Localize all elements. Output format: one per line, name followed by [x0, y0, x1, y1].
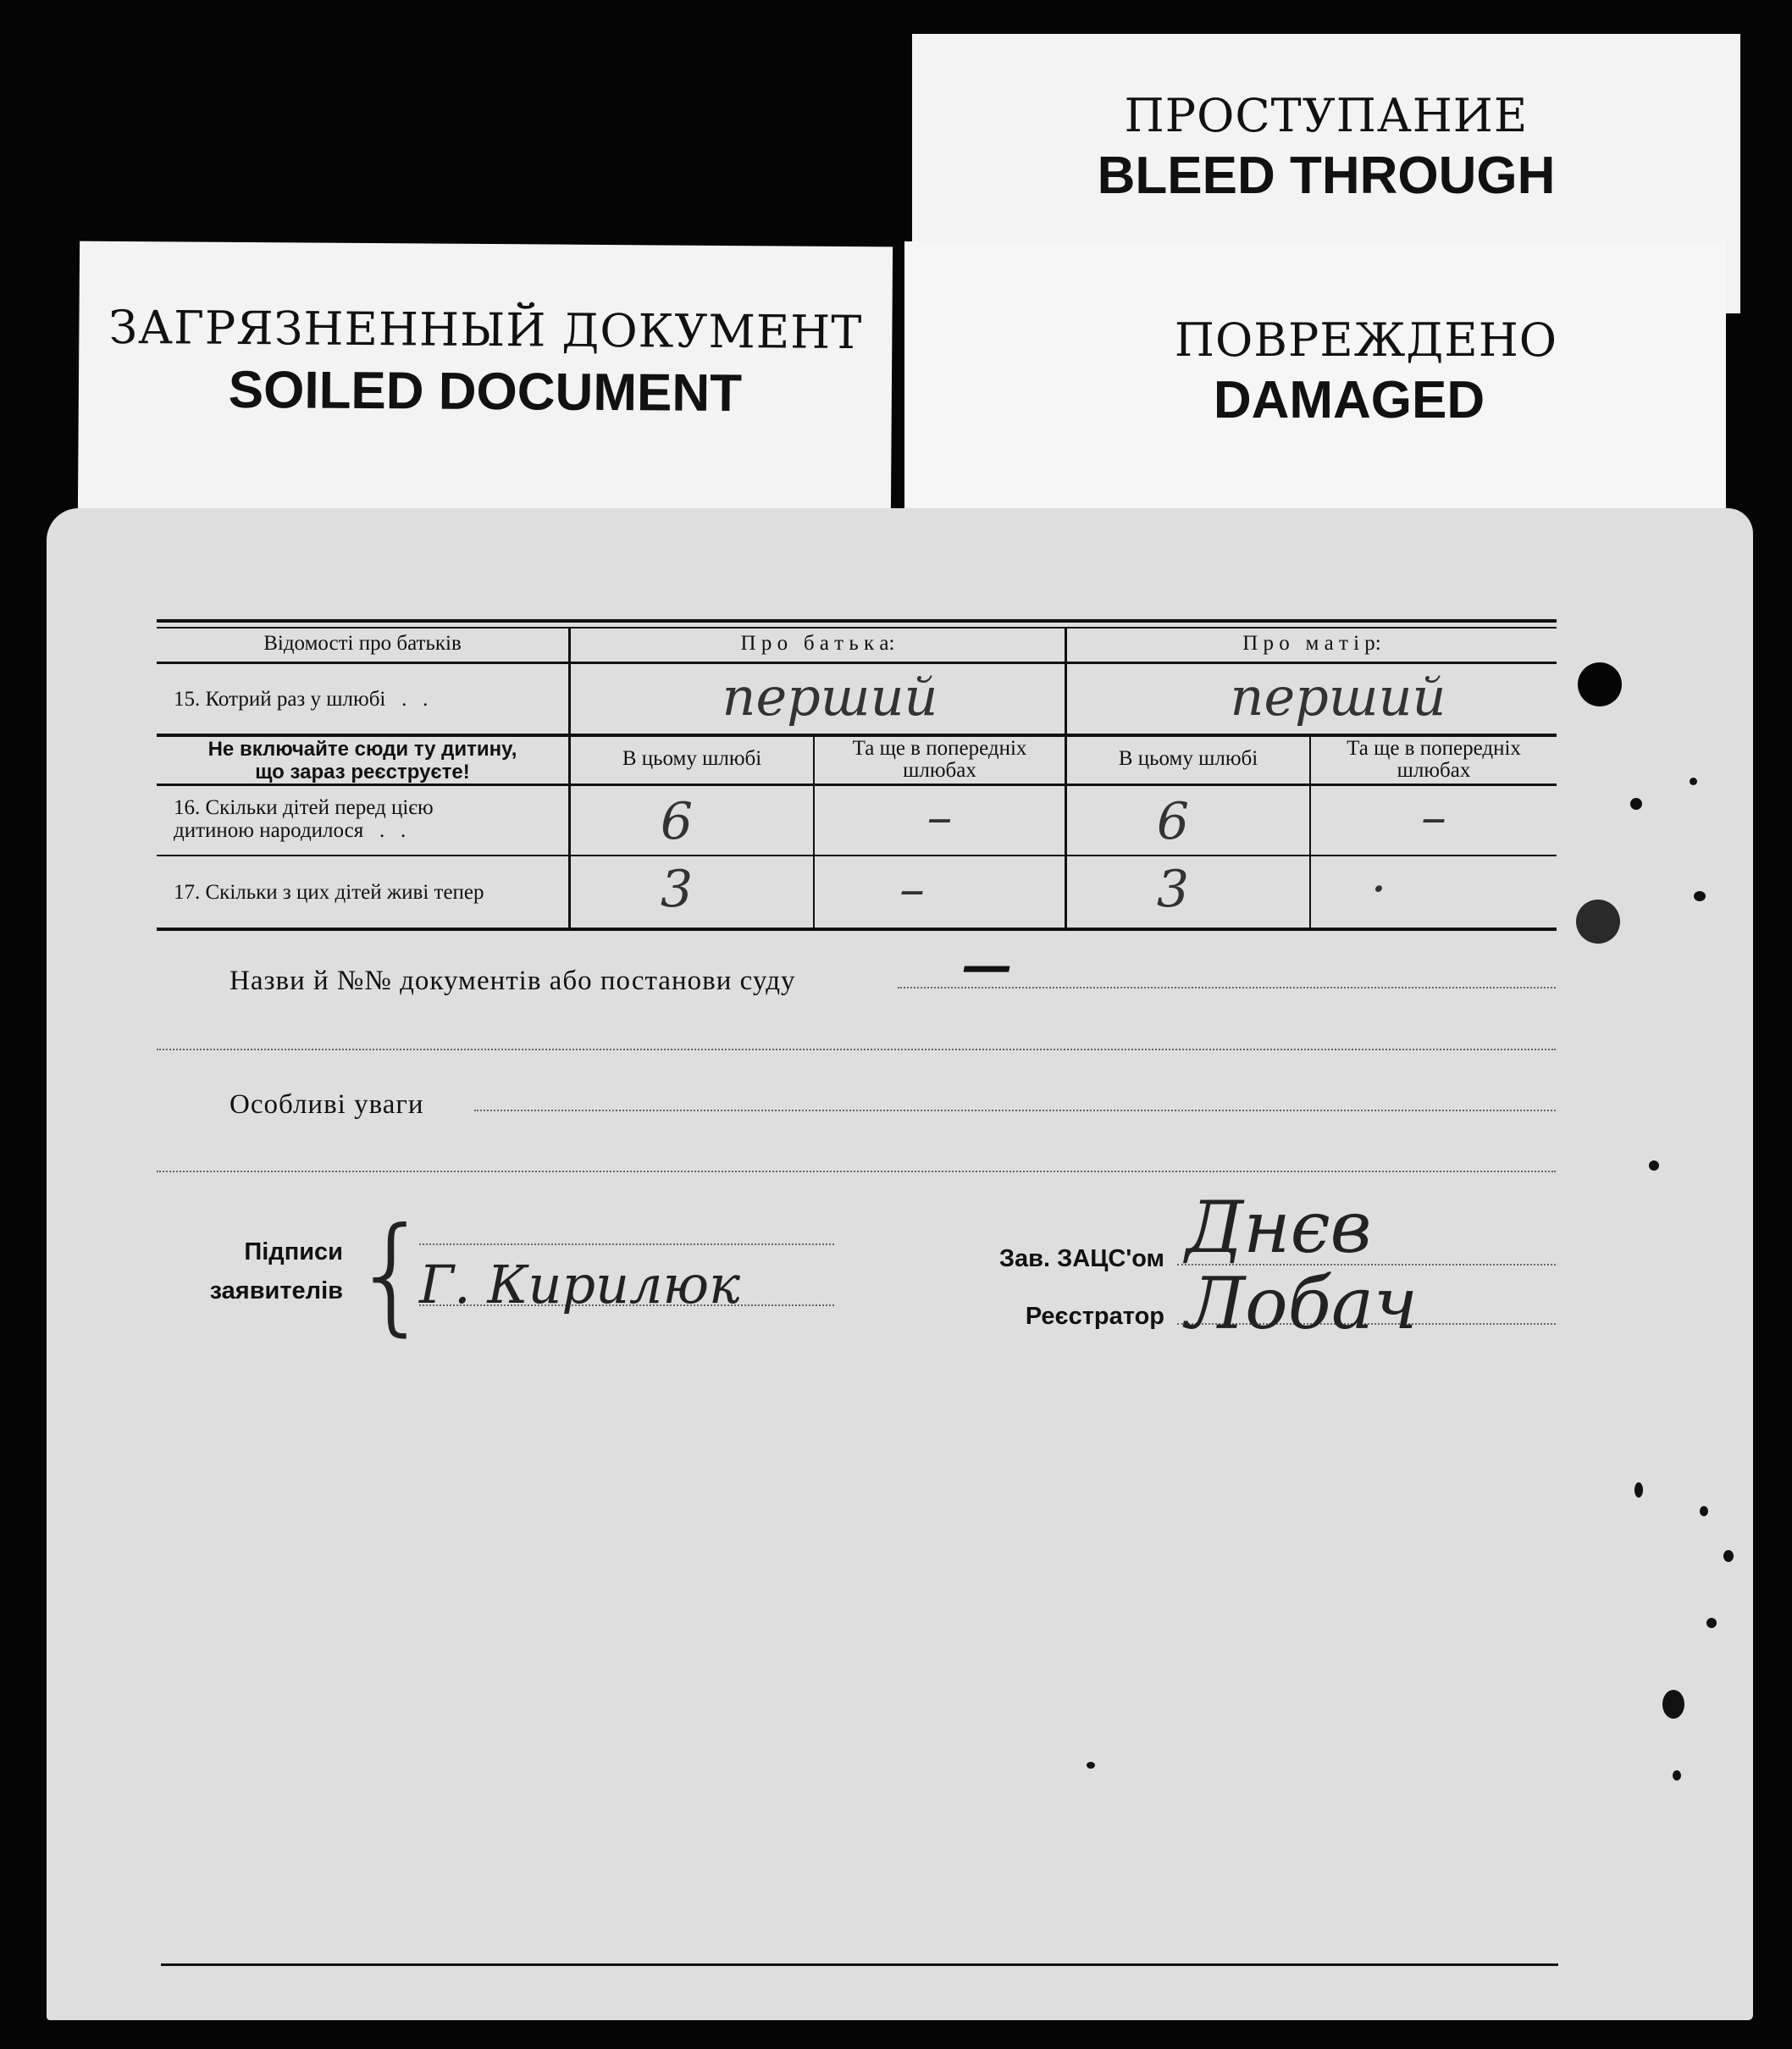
remarks-label: Особливі уваги: [230, 1089, 424, 1120]
bleed-label-en: BLEED THROUGH: [1097, 147, 1556, 205]
speck: [1700, 1506, 1708, 1516]
documents-value: —: [961, 936, 1012, 995]
signatures-brace: {: [351, 1201, 433, 1348]
document-page: [47, 508, 1753, 2020]
father-this-marriage-header: В цьому шлюбі: [622, 747, 762, 770]
speck: [1649, 1160, 1659, 1171]
speck: [1634, 1482, 1643, 1498]
row16-bottom-line: [157, 855, 1557, 856]
row15-label: 15. Котрий раз у шлюбі . .: [174, 688, 429, 711]
table-top-line-2: [157, 627, 1557, 629]
speck: [1690, 778, 1697, 785]
head-signature: Днєв: [1186, 1186, 1372, 1269]
row16-father-prev: –: [926, 788, 953, 847]
header-info: Відомості про батьків: [263, 632, 462, 655]
applicant-dotted-line-1: [419, 1243, 834, 1245]
signatures-label-line2: заявителів: [209, 1277, 343, 1304]
documents-label: Назви й №№ документів або постанови суду: [230, 966, 796, 996]
row17-label: 17. Скільки з цих дітей живі тепер: [174, 881, 484, 904]
row17-father-prev: –: [899, 860, 925, 919]
row17-father-this: 3: [660, 860, 694, 919]
speck: [1662, 1690, 1684, 1719]
speck: [1694, 891, 1706, 901]
row15-mother-value: перший: [1230, 666, 1446, 728]
subheader-bottom-line: [157, 784, 1557, 786]
mother-this-marriage-header: В цьому шлюбі: [1118, 747, 1258, 770]
row16-label-line2: дитиною народилося . .: [174, 819, 407, 842]
bottom-rule: [161, 1963, 1558, 1966]
table-bottom-line: [157, 928, 1557, 931]
note-line2: що зараз реєструєте!: [255, 761, 470, 784]
header-mother: П р о м а т і р:: [1242, 632, 1381, 655]
signatures-label-line1: Підписи: [244, 1238, 343, 1265]
applicant-signature: Г. Кирилюк: [419, 1254, 741, 1315]
bleed-label-ru: ПРОСТУПАНИЕ: [1124, 89, 1529, 142]
header-bottom-line: [157, 662, 1557, 664]
row16-father-this: 6: [660, 792, 694, 851]
punch-hole: [1578, 662, 1622, 706]
speck: [1706, 1618, 1717, 1628]
row16-mother-this: 6: [1156, 792, 1190, 851]
father-prev-marriages-header: Та ще в попередніх шлюбах: [852, 737, 1027, 782]
note-line1: Не включайте сюди ту дитину,: [207, 738, 517, 761]
row16-label-line1: 16. Скільки дітей перед цією: [174, 796, 434, 819]
speck: [1673, 1770, 1681, 1780]
damaged-card: [904, 241, 1726, 508]
row16-mother-prev: –: [1421, 788, 1446, 847]
head-label: Зав. ЗАЦС'ом: [998, 1245, 1164, 1272]
documents-dotted-line-2: [157, 1049, 1556, 1050]
speck: [1723, 1550, 1734, 1562]
row17-mother-prev: ·: [1370, 860, 1387, 919]
header-father: П р о б а т ь к а:: [740, 632, 895, 655]
table-top-line: [157, 619, 1557, 623]
damaged-label-en: DAMAGED: [1213, 371, 1485, 429]
damaged-label-ru: ПОВРЕЖДЕНО: [1174, 313, 1558, 367]
soiled-document-card: [78, 241, 893, 518]
row17-mother-this: 3: [1156, 860, 1190, 919]
soiled-label-en: SOILED DOCUMENT: [228, 360, 743, 424]
remarks-dotted-line: [474, 1110, 1556, 1111]
registrar-label: Реєстратор: [1025, 1303, 1164, 1330]
remarks-dotted-line-2: [157, 1171, 1556, 1172]
speck: [1630, 798, 1642, 810]
punch-hole: [1576, 900, 1620, 944]
registrar-signature: Лобач: [1186, 1262, 1419, 1345]
soiled-label-ru: ЗАГРЯЗНЕННЫЙ ДОКУМЕНТ: [108, 300, 863, 360]
speck: [1087, 1762, 1095, 1769]
row15-father-value: перший: [722, 666, 938, 728]
mother-prev-marriages-header: Та ще в попередніх шлюбах: [1347, 737, 1521, 782]
